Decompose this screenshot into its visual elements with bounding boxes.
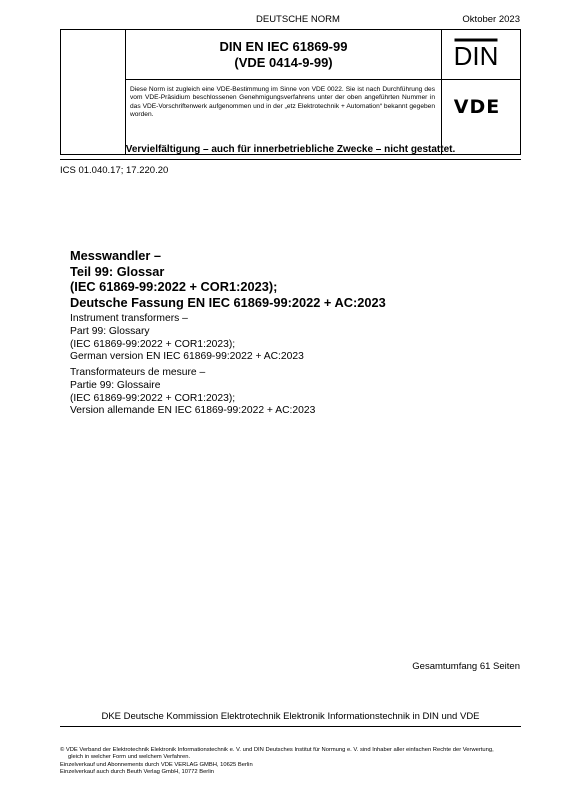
- vde-number: (VDE 0414-9-99): [234, 55, 333, 70]
- footer-line: Einzelverkauf und Abonnements durch VDE VERLAG GMBH, 10625 Berlin: [60, 761, 253, 768]
- title-english-line: Part 99: Glossary: [70, 325, 150, 337]
- title-german-line: Messwandler –: [70, 248, 162, 263]
- title-french: [70, 367, 510, 418]
- standard-title: [125, 39, 442, 71]
- title-english-line: (IEC 61869-99:2022 + COR1:2023);: [70, 338, 236, 350]
- title-german-line: Teil 99: Glossar: [70, 263, 165, 279]
- reproduction-notice: Vervielfältigung – auch für innerbetriebliche Zwecke – nicht gestattet.: [125, 144, 456, 155]
- title-french-line: (IEC 61869-99:2022 + COR1:2023);: [70, 392, 236, 404]
- vde-logo: VDE: [453, 96, 501, 118]
- copyright-footer: [60, 747, 530, 777]
- title-english-line: Instrument transformers –: [70, 313, 188, 324]
- din-logo: [454, 38, 498, 68]
- reproduction-divider: [60, 159, 521, 160]
- standard-number: DIN EN IEC 61869-99: [219, 39, 348, 54]
- ics-codes: ICS 01.040.17; 17.220.20: [60, 165, 169, 176]
- footer-line: gleich in welcher Form und welchem Verfahren.: [68, 754, 191, 761]
- title-french-line: Transformateurs de mesure –: [70, 367, 206, 378]
- vde-notice: Diese Norm ist zugleich eine VDE-Bestimmung im Sinne von VDE 0022. Sie ist nach Durchführung des vom VDE-Präsidium beschlossenen Genehmigungsverfahrens unter der oben angeführten Nummer in das VDE-Vorschriftenwerk aufgenommen und in der „etz Elektrotechnik + Automation“ bekannt gegeben worden.: [130, 86, 435, 119]
- footer-divider: [60, 726, 521, 727]
- dke-line: DKE Deutsche Kommission Elektrotechnik Elektronik Informationstechnik in DIN und VDE: [101, 711, 480, 722]
- title-german: [70, 248, 510, 310]
- footer-line: © VDE Verband der Elektrotechnik Elektronik Informationstechnik e. V. und DIN Deutsches Institut für Normung e. V. sind Inhaber aller einfachen Rechte der Verwertung,: [60, 747, 494, 753]
- standard-header-box: [60, 29, 521, 155]
- title-english: [70, 313, 510, 364]
- footer-line: Einzelverkauf auch durch Beuth Verlag GmbH, 10772 Berlin: [60, 769, 215, 776]
- total-pages: Gesamtumfang 61 Seiten: [412, 661, 520, 672]
- title-german-line: (IEC 61869-99:2022 + COR1:2023);: [70, 279, 278, 294]
- title-french-line: Partie 99: Glossaire: [70, 379, 161, 391]
- header-mid-divider: [125, 79, 520, 80]
- din-logo-text: DIN: [454, 41, 498, 68]
- publication-date: Oktober 2023: [462, 14, 520, 25]
- title-german-line: Deutsche Fassung EN IEC 61869-99:2022 + AC:2023: [70, 294, 386, 310]
- title-french-line: Version allemande EN IEC 61869-99:2022 + AC:2023: [70, 405, 316, 417]
- document-type-label: DEUTSCHE NORM: [256, 14, 340, 25]
- title-english-line: German version EN IEC 61869-99:2022 + AC:2023: [70, 351, 304, 363]
